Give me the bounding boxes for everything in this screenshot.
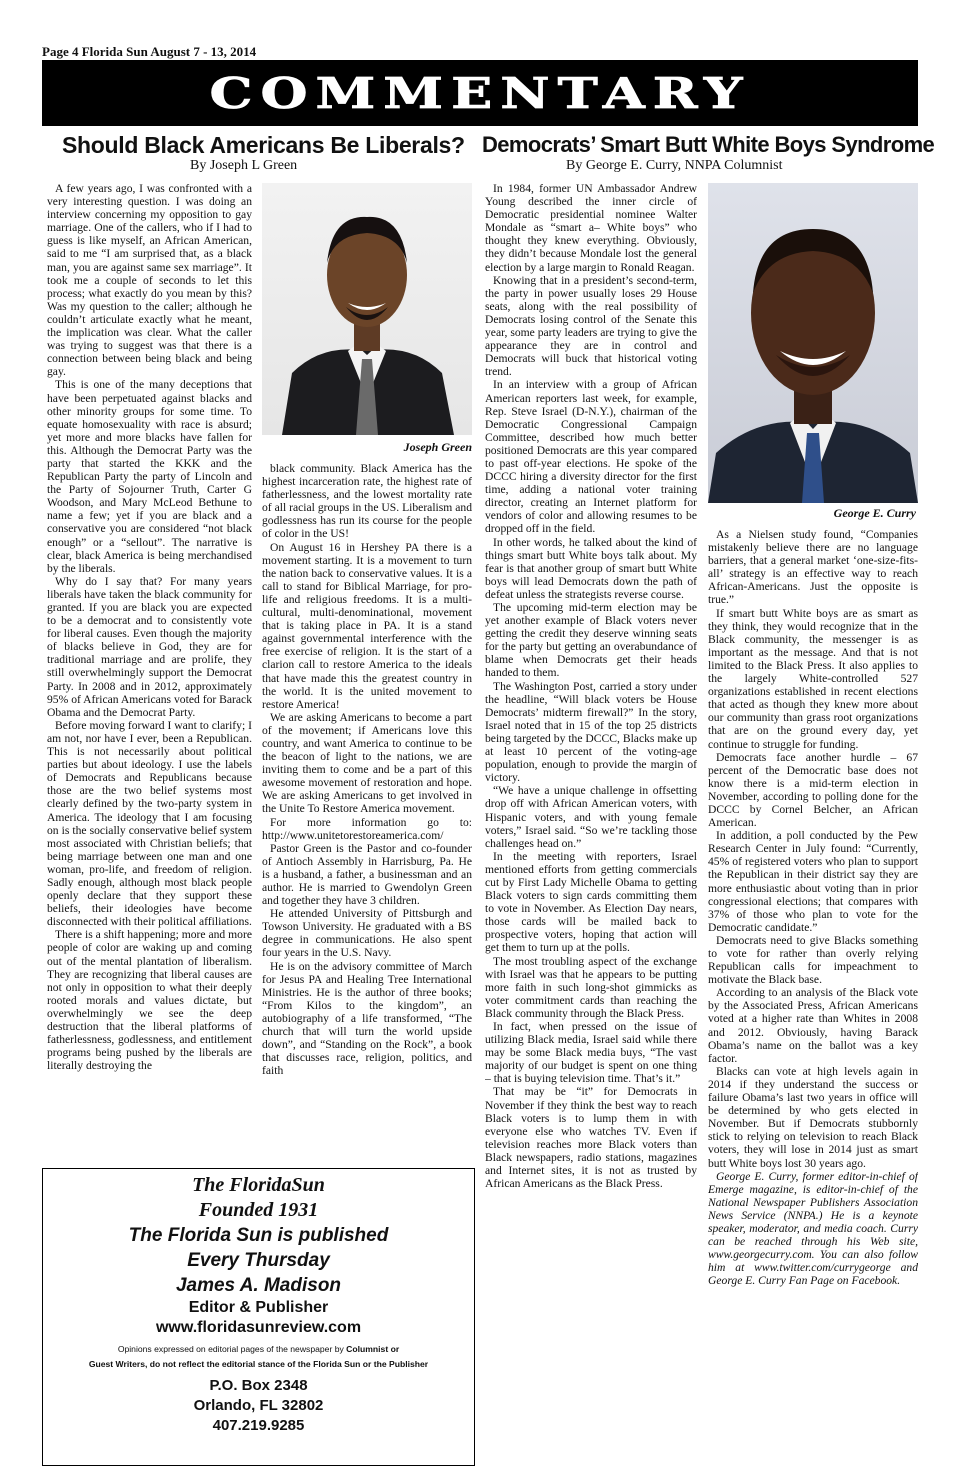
paragraph: In addition, a poll conducted by the Pew Research Center in July found: “Currently, 45% of registered voters who plan to support the Republican in their district say they are more enthusiastic about voting than in prior congressional elections; that compares with 37% of those who plan to vote for the Democratic candidate.” bbox=[708, 829, 918, 934]
article1-column-2 bbox=[262, 462, 472, 1160]
paragraph: Blacks can vote at high levels again in 2014 if they understand the success or failure Obama’s last two years in office will be determined by who gets elected in November. But if Democrats stubbornly stick to relying on television to reach Black voters, they will lose in 2014 just as smart butt White boys lost 30 years ago. bbox=[708, 1064, 918, 1170]
disclaimer-line-2: Guest Writers, do not reflect the editorial stance of the Florida Sun or the Publisher bbox=[88, 1359, 429, 1369]
paragraph: The most troubling aspect of the exchange with Israel was that he appears to be putting more faith in such long-shot gimmicks as voter commitment cards than reaching the Black community through the Black Press. bbox=[485, 954, 697, 1020]
joseph-green-photo bbox=[262, 183, 472, 435]
paragraph: That may be “it” for Democrats in November if they think the best way to reach Black voters is to lump them in with everyone else who watches TV. Even if television reaches more Black voters than Black newspapers, radio stations, magazines and Internet sites, it is not as trusted by African Americans as the Black Press. bbox=[485, 1085, 697, 1191]
article2-column-1 bbox=[485, 182, 697, 1470]
paragraph: On August 16 in Hershey PA there is a movement starting. It is a movement to turn the nation back to conservative values. It is a call to stand for Biblical Marriage, for pro-life and religious freedoms. It is a multi-cultural, multi-denominational, movement that is taking place in PA. It is a stand against governmental interference with the free exercise of religion. It is the start of a clarion call to restore America to the ideals that have made this the greatest country in the world. It is the united movement to restore America! bbox=[262, 540, 472, 711]
article1-byline: By Joseph L Green bbox=[190, 158, 298, 173]
article1-column-1 bbox=[47, 182, 252, 1160]
article2-photo-caption: George E. Curry bbox=[833, 506, 916, 520]
paragraph: The Washington Post, carried a story under the headline, “Will black voters be House Democrats’ midterm firewall?” In the story, Israel noted that in 15 of the top 25 districts being targeted by the DCCC, Blacks make up at least 10 percent of the voting-age population, enough to provide the margin of victory. bbox=[485, 679, 697, 785]
paragraph: We are asking Americans to become a part of the movement; if Americans love this country, and want America to continue to be the beacon of light to the nations, we are inviting them to come and be a part of this awesome movement of restoration and hope. We are asking Americans to get involved in the Unite To Restore America movement. bbox=[262, 710, 472, 816]
paragraph: “We have a unique challenge in offsetting drop off with African American voters, with Hispanic voters, and with young female voters,” Israel said. “So we’re tackling those challenges head on.” bbox=[485, 784, 697, 850]
paragraph: Pastor Green is the Pastor and co-founder of Antioch Assembly in Harrisburg, Pa. He is a husband, a father, a businessman and an author. He is married to Gwendolyn Green and together they have 3 children. bbox=[262, 841, 472, 908]
author-bio: George E. Curry, former editor-in-chief of Emerge magazine, is editor-in-chief of the National Newspaper Publishers Association News Service (NNPA.) He is a keynote speaker, moderator, and media coach. Curry can be reached through his Web site, www.georgecurry.com. You can also follow him at www.twitter.com/currygeorge and George E. Curry Fan Page on Facebook. bbox=[708, 1169, 918, 1288]
paragraph: In the meeting with reporters, Israel mentioned efforts from getting commercials cut by First Lady Michelle Obama to getting Black voters to sign cards committing them to vote in November. As Election Day nears, those cards will be mailed back to prospective voters, hoping that action will get them to turn up at the polls. bbox=[485, 849, 697, 955]
paper-name: The FloridaSun bbox=[192, 1174, 325, 1196]
paragraph: According to an analysis of the Black vote by the Associated Press, African Americans voted at a higher rate than Whites in 2008 and 2012. Obviously, having Barack Obama’s name on the ballot was a key factor. bbox=[708, 986, 918, 1065]
paragraph: This is one of the many deceptions that have been perpetuated against blacks and other minority groups for some time. To equate homosexuality with race is absurd; yet more and more blacks have fallen for this. Although the Democrat Party was the party that started the KKK and the Republican Party the party of Lincoln and the Party of Sojourner Truth, Carter G Woodson, and Mary McLeod Bethune to name a few; yet if you are black and a conservative you are considered “not black enough” or a “sellout”. The narrative is clear, black America is being merchandised by the liberals. bbox=[47, 378, 252, 575]
paragraph: If smart butt White boys are as smart as they think, they would recognize that in the Black community, the messenger is as important as the message. And that is not limited to the Black Press. It also applies to the largely White-controlled 527 organizations established in recent elections that acted as though they knew more about our community than grass root organizations that are on the ground every day, yet continue to struggle for funding. bbox=[708, 606, 918, 751]
publisher-title: Editor & Publisher bbox=[188, 1299, 329, 1316]
paragraph: The upcoming mid-term election may be yet another example of Black voters never getting the credit they deserve winning seats for the party but getting an overabundance of blame when Democrats get their heads handed to them. bbox=[485, 601, 697, 680]
paragraph: black community. Black America has the highest incarceration rate, the highest rate of fatherlessness, and the lowest mortality rate of all racial groups in the US. Liberalism and godlessness has run its course for the people of color in the US! bbox=[262, 462, 472, 541]
paragraph: A few years ago, I was confronted with a very interesting question. I was doing an interview concerning my opposition to gay marriage. One of the callers, who if I had to guess is like myself, an African American, said to me “I am surprised that, as a black man, you are against same sex marriage”. It took me a couple of seconds to let this process; what exactly do you mean by this? Was my question to the caller; although he couldn’t articulate exactly what he meant, the implication was clear. What the caller was trying to suggest was that there is a connection between being black and being gay. bbox=[47, 182, 252, 379]
city-address: Orlando, FL 32802 bbox=[193, 1397, 324, 1414]
paragraph: In other words, he talked about the kind of things smart butt White boys talk about. My fear is that another group of smart butt White boys will lead Democrats down the path of defeat unless the strategists reverse course. bbox=[485, 535, 697, 601]
page-header: Page 4 Florida Sun August 7 - 13, 2014 bbox=[42, 44, 257, 59]
paragraph: As a Nielsen study found, “Companies mistakenly believe there are no language barriers, that a general market ‘one-size-fits-all’ strategy is an effective way to reach African-Americans. Just the opposite is true.” bbox=[708, 528, 918, 607]
article1-headline: Should Black Americans Be Liberals? bbox=[62, 132, 465, 158]
paragraph: Democrats face another hurdle – 67 percent of the Democratic base does not know there is a mid-term election in November, according to polling done for the DCCC by Cornel Belcher, an African American. bbox=[708, 750, 918, 830]
website-link[interactable]: www.floridasunreview.com bbox=[155, 1319, 362, 1336]
article2-byline: By George E. Curry, NNPA Columnist bbox=[566, 158, 783, 173]
paragraph: Before moving forward I want to clarify; I am not, nor have I ever, been a Republican. This is not necessarily about political parties but about ideology. I use the labels of Democrats and Republicans because those are the two belief systems most clearly defined by the two-party system in America. The ideology that I am focusing on is the socially conservative belief system most associated with Christian beliefs; that being marriage between one man and one woman, pro-life, and freedom of religion. Sadly enough, although most black people openly declare that they support these beliefs, their ideologies have become disconnected with their political affiliations. bbox=[47, 718, 252, 929]
george-curry-photo bbox=[708, 183, 918, 503]
section-title: COMMENTARY bbox=[209, 68, 751, 118]
paragraph: For more information go to: http://www.unitetorestoreamerica.com/ bbox=[262, 815, 472, 842]
phone-number: 407.219.9285 bbox=[212, 1417, 305, 1434]
article2-headline: Democrats’ Smart Butt White Boys Syndrome bbox=[482, 132, 935, 157]
paragraph: In fact, when pressed on the issue of utilizing Black media, Israel said while there may be some Black media buys, “The vast majority of our budget is spent on one thing – that is buying television time. That’s it.” bbox=[485, 1020, 697, 1086]
paragraph: In 1984, former UN Ambassador Andrew Young described the inner circle of Democratic presidential nominee Walter Mondale as “smart a– White boys” who thought they knew everything. Obviously, they didn’t because Mondale lost the general election by a large margin to Ronald Reagan. bbox=[485, 182, 697, 274]
po-box: P.O. Box 2348 bbox=[209, 1377, 308, 1394]
paragraph: There is a shift happening; more and more people of color are waking up and coming out of the mental plantation of liberalism. They are recognizing that liberal causes are not only in opposition to what their deeply rooted morals and values dictate, but overwhelmingly we see the deep destruction that the liberal platforms of fatherlessness, godlessness, and entitlement programs being pushed by the liberals are literally destroying the bbox=[47, 928, 252, 1073]
published-line-1: The Florida Sun is published bbox=[128, 1225, 389, 1246]
article1-photo-caption: Joseph Green bbox=[403, 440, 472, 454]
publisher-info-box bbox=[42, 1168, 475, 1466]
article2-column-2 bbox=[708, 528, 918, 1468]
published-line-2: Every Thursday bbox=[187, 1250, 330, 1271]
disclaimer-line-1: Opinions expressed on editorial pages of the newspaper by Columnist or bbox=[117, 1344, 400, 1354]
paragraph: Democrats need to give Blacks something to vote for rather than overly relying Republican calls for impeachment to motivate the Black base. bbox=[708, 933, 918, 987]
paragraph: He is on the advisory committee of March for Jesus PA and Healing Tree International Ministries. He is the author of three books; “From Kilos to the kingdom”, an autobiography of a life transformed, “The church that will turn the world upside down”, and “Standing on the Rock”, a book that discusses race, religion, politics, and faith bbox=[262, 959, 472, 1078]
paragraph: Why do I say that? For many years liberals have taken the black community for granted. If you are black you are expected to be a democrat and to consistently vote for liberal causes. Even though the majority of blacks believe in God, they are for traditional marriage and are prolife, they still overwhelmingly support the Democrat Party. In 2008 and in 2012, approximately 95% of African Americans voted for Barack Obama and the Democrat Party. bbox=[47, 574, 252, 719]
section-banner bbox=[42, 60, 918, 126]
paragraph: He attended University of Pittsburgh and Towson University. He graduated with a BS degree in communications. He also spent four years in the U.S. Navy. bbox=[262, 907, 472, 960]
founded-year: Founded 1931 bbox=[198, 1199, 319, 1221]
paragraph: In an interview with a group of African American reporters last week, for example, Rep. Steve Israel (D-N.Y.), chairman of the Democratic Congressional Campaign Committee, described how much better positioned Democrats are this year compared to past off-year elections. He spoke of the DCCC hiring a diversity director for the first time, adding a national voter training director, creating an Internet platform for vendors of color and allowing resumes to be dropped off in the field. bbox=[485, 378, 697, 536]
publisher-name: James A. Madison bbox=[175, 1275, 342, 1296]
paragraph: Knowing that in a president’s second-term, the party in power usually loses 29 House seats, along with the real possibility of Democrats losing control of the Senate this year, some party leaders are trying to give the appearance they are in control and Democrats will buck that historical voting trend. bbox=[485, 273, 697, 379]
